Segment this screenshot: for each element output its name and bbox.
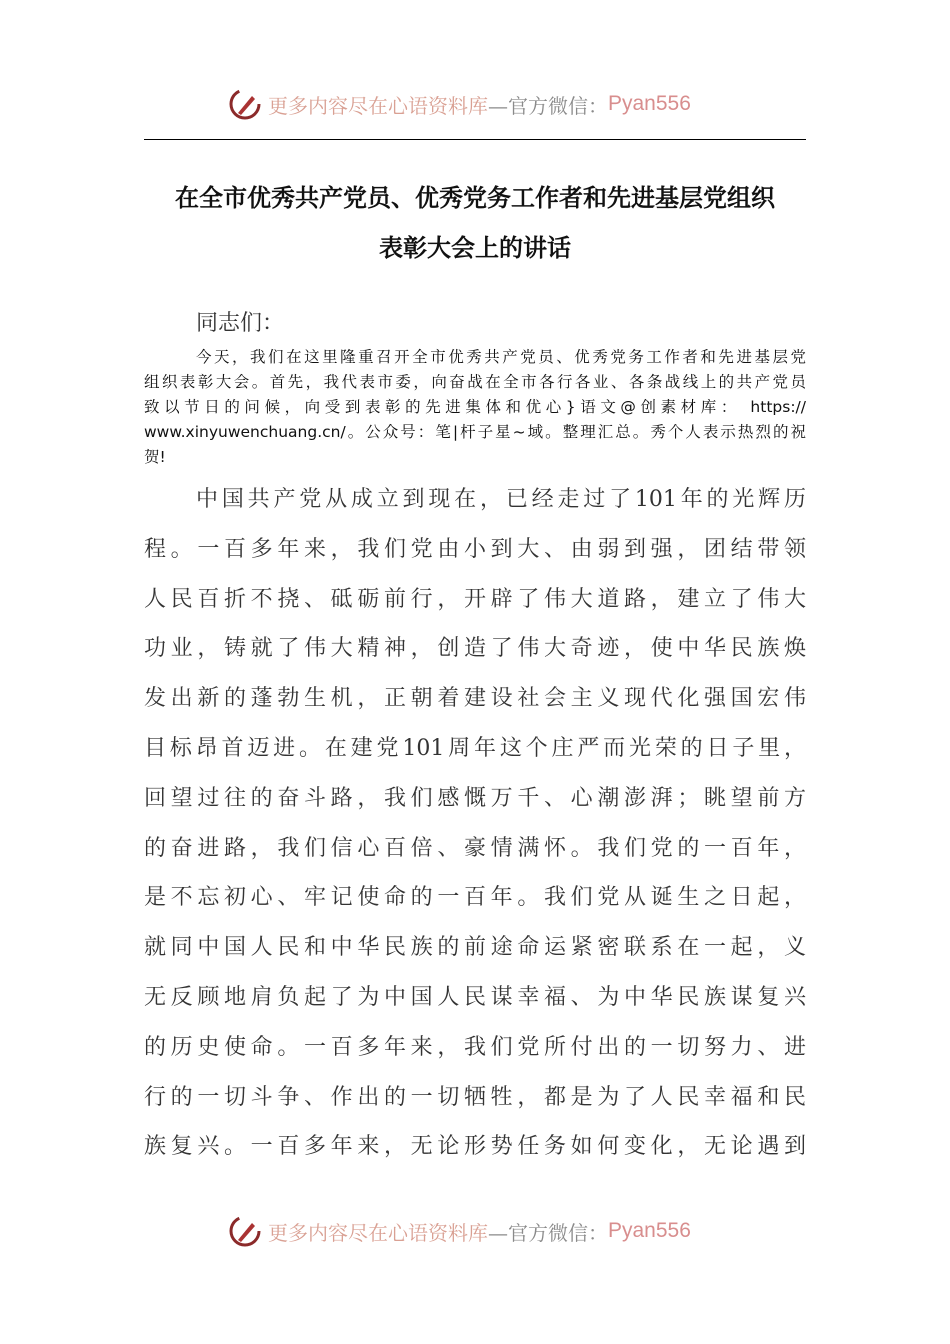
watermark-wechat-id: Pyan556 <box>608 1219 691 1242</box>
watermark-wechat-id: Pyan556 <box>608 92 691 115</box>
body-line: 功业，铸就了伟大精神，创造了伟大奇迹，使中华民族焕 <box>144 636 806 662</box>
body-line: 族复兴。一百多年来，无论形势任务如何变化，无论遇到 <box>144 1134 806 1160</box>
footer-watermark <box>228 1213 691 1249</box>
body-line: 是不忘初心、牢记使命的一百年。我们党从诞生之日起， <box>144 885 806 911</box>
intro-line: 组织表彰大会。首先，我代表市委，向奋战在全市各行各业、各条战线上的共产党员 <box>144 373 806 391</box>
watermark-text: 更多内容尽在心语资料库 <box>268 93 488 118</box>
pen-logo-icon <box>228 1214 262 1248</box>
intro-line: 贺! <box>144 448 166 466</box>
header-divider <box>144 139 806 140</box>
watermark-wechat-label: —官方微信： <box>488 93 608 118</box>
body-line: 中国共产党从成立到现在，已经走过了101年的光辉历 <box>196 487 806 512</box>
watermark-text: 更多内容尽在心语资料库 <box>268 1220 488 1245</box>
body-line: 程。一百多年来，我们党由小到大、由弱到强，团结带领 <box>144 536 806 562</box>
body-line: 目标昂首迈进。在建党101周年这个庄严而光荣的日子里， <box>144 735 806 761</box>
intro-line: www.xinyuwenchuang.cn/。公众号：笔|杆子星~域。整理汇总。秀个人表示热烈的祝 <box>144 423 806 441</box>
greeting: 同志们： <box>196 311 285 336</box>
body-line: 的历史使命。一百多年来，我们党所付出的一切努力、进 <box>144 1034 806 1060</box>
body-line: 无反顾地肩负起了为中国人民谋幸福、为中华民族谋复兴 <box>144 984 806 1010</box>
body-line: 人民百折不挠、砥砺前行，开辟了伟大道路，建立了伟大 <box>144 586 806 612</box>
body-line: 的奋进路，我们信心百倍、豪情满怀。我们党的一百年， <box>144 835 806 861</box>
intro-line: 今天，我们在这里隆重召开全市优秀共产党员、优秀党务工作者和先进基层党 <box>196 348 806 366</box>
header-watermark <box>228 86 691 122</box>
intro-paragraph <box>144 345 806 470</box>
document-title-line1: 在全市优秀共产党员、优秀党务工作者和先进基层党组织 <box>175 184 775 212</box>
body-line: 行的一切斗争、作出的一切牺牲，都是为了人民幸福和民 <box>144 1084 806 1110</box>
watermark-wechat-label: —官方微信： <box>488 1220 608 1245</box>
intro-line: 致以节日的问候，向受到表彰的先进集体和优心}语文@创素材库： https:// <box>144 398 806 416</box>
body-paragraph <box>144 475 806 1172</box>
body-line: 就同中国人民和中华民族的前途命运紧密联系在一起，义 <box>144 935 806 961</box>
body-line: 发出新的蓬勃生机，正朝着建设社会主义现代化强国宏伟 <box>144 686 806 712</box>
body-line: 回望过往的奋斗路，我们感慨万千、心潮澎湃；眺望前方 <box>144 785 806 811</box>
document-title-line2: 表彰大会上的讲话 <box>379 234 571 262</box>
pen-logo-icon <box>228 87 262 121</box>
